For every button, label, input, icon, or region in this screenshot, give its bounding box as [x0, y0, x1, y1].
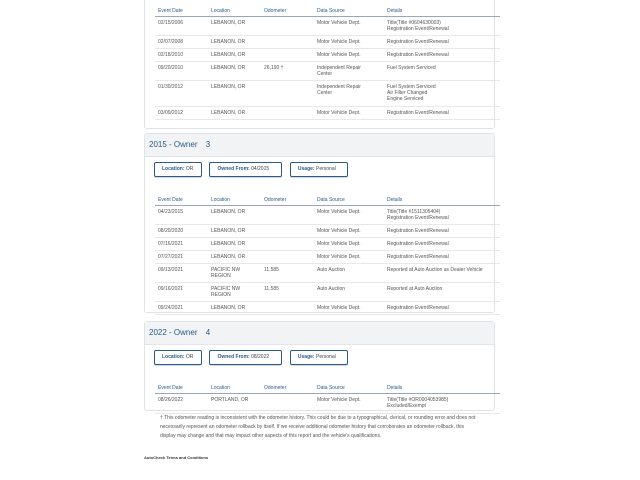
table-body: [155, 394, 500, 414]
table-row: [155, 238, 500, 251]
details-cell-line: Registration Event/Renewal: [387, 52, 449, 58]
odometer-cell: [261, 225, 314, 238]
event-date-cell: 04/23/2015: [155, 206, 208, 225]
data-source-cell-line: Center: [317, 71, 333, 77]
event-date-cell: 02/07/2008: [155, 36, 208, 49]
odometer-cell: [261, 251, 314, 264]
details-cell: [384, 251, 500, 264]
event-table: [155, 194, 500, 315]
data-source-cell: Motor Vehicle Dept.: [314, 238, 384, 251]
event-date-cell: 08/26/2022: [155, 394, 208, 414]
table-row: [155, 107, 500, 120]
event-date-cell: 09/24/2021: [155, 302, 208, 315]
location-cell: LEBANON, OR: [208, 17, 261, 36]
table-header-row: [155, 194, 500, 206]
table-header-row: [155, 5, 500, 17]
data-source-cell: Motor Vehicle Dept.: [314, 206, 384, 225]
owned-from-chip-label: Owned From:: [217, 354, 250, 360]
usage-chip-label: Usage:: [297, 354, 315, 360]
col-data-source: Data Source: [314, 194, 384, 206]
location-cell: LEBANON, OR: [208, 81, 261, 107]
details-cell-line: Registration Event/Renewal: [387, 241, 449, 247]
owner-label: - Owner: [169, 140, 198, 149]
data-source-cell: [314, 62, 384, 81]
col-event-date: Event Date: [155, 5, 208, 17]
col-details: Details: [384, 382, 500, 394]
odometer-cell: [261, 36, 314, 49]
odometer-cell: [261, 17, 314, 36]
odometer-cell: [261, 238, 314, 251]
details-cell-line: Registration Event/Renewal: [387, 215, 449, 221]
location-cell: LEBANON, OR: [208, 36, 261, 49]
details-cell: [384, 49, 500, 62]
owner-year: 2015: [149, 140, 167, 149]
details-cell-line: Registration Event/Renewal: [387, 26, 449, 32]
odometer-cell: 11,585: [261, 264, 314, 283]
details-cell: [384, 302, 500, 315]
details-cell-line: Title(Title #1511305404): [387, 209, 441, 215]
usage-chip: [290, 350, 348, 365]
col-event-date: Event Date: [155, 194, 208, 206]
location-cell: LEBANON, OR: [208, 225, 261, 238]
table-header-row: [155, 382, 500, 394]
table-row: [155, 17, 500, 36]
table-row: [155, 394, 500, 414]
data-source-cell: Motor Vehicle Dept.: [314, 17, 384, 36]
odometer-cell: [261, 107, 314, 120]
data-source-cell: Motor Vehicle Dept.: [314, 251, 384, 264]
odometer-cell: [261, 49, 314, 62]
col-event-date: Event Date: [155, 382, 208, 394]
table-body: [155, 206, 500, 315]
location-cell: LEBANON, OR: [208, 251, 261, 264]
owner-header: [145, 134, 494, 157]
owner-card-4: [144, 321, 495, 411]
location-cell: [208, 264, 261, 283]
table-body: [155, 17, 500, 120]
location-chip: [154, 350, 202, 365]
details-cell: [384, 264, 500, 283]
odometer-cell: 11,585: [261, 283, 314, 302]
data-source-cell: Motor Vehicle Dept.: [314, 225, 384, 238]
details-cell: [384, 283, 500, 302]
location-cell: LEBANON, OR: [208, 238, 261, 251]
location-cell: LEBANON, OR: [208, 206, 261, 225]
details-cell-line: Engine Serviced: [387, 96, 424, 102]
event-date-cell: 03/09/2012: [155, 107, 208, 120]
location-cell: LEBANON, OR: [208, 302, 261, 315]
location-cell-line: REGION: [211, 292, 231, 298]
details-cell-line: Registration Event/Renewal: [387, 228, 449, 234]
location-cell: [208, 283, 261, 302]
col-data-source: Data Source: [314, 5, 384, 17]
odometer-cell: [261, 394, 314, 414]
table-row: [155, 36, 500, 49]
odometer-cell: [261, 206, 314, 225]
owner-card-3: [144, 133, 495, 313]
details-cell: [384, 17, 500, 36]
location-chip-label: Location:: [162, 166, 185, 172]
data-source-cell: Motor Vehicle Dept.: [314, 36, 384, 49]
location-cell-line: PACIFIC NW: [211, 267, 241, 273]
owned-from-chip: [209, 350, 282, 365]
data-source-cell: Motor Vehicle Dept.: [314, 394, 384, 414]
col-location: Location: [208, 194, 261, 206]
event-date-cell: 02/18/2010: [155, 49, 208, 62]
event-date-cell: 07/27/2021: [155, 251, 208, 264]
details-cell: [384, 394, 500, 414]
location-chip-label: Location:: [162, 354, 185, 360]
owner-info-chips: [145, 157, 494, 187]
event-date-cell: 01/30/2012: [155, 81, 208, 107]
details-cell-line: Registration Event/Renewal: [387, 305, 449, 311]
details-cell: [384, 225, 500, 238]
table-row: [155, 283, 500, 302]
col-details: Details: [384, 5, 500, 17]
location-cell-line: REGION: [211, 273, 231, 279]
details-cell: [384, 107, 500, 120]
data-source-cell: Motor Vehicle Dept.: [314, 107, 384, 120]
event-date-cell: 09/16/2021: [155, 283, 208, 302]
details-cell: [384, 62, 500, 81]
col-odometer: Odometer: [261, 382, 314, 394]
data-source-cell: Auto Auction: [314, 264, 384, 283]
odometer-cell: [261, 81, 314, 107]
usage-chip-label: Usage:: [297, 166, 315, 172]
details-cell: [384, 206, 500, 225]
data-source-cell: [314, 81, 384, 107]
details-cell-line: Registration Event/Renewal: [387, 254, 449, 260]
details-cell-line: Excluded/Exempt: [387, 403, 426, 409]
location-chip-value: OR: [185, 354, 194, 360]
details-cell: [384, 238, 500, 251]
details-cell-line: Reported at Auto Auction: [387, 286, 443, 292]
data-source-cell: Motor Vehicle Dept.: [314, 49, 384, 62]
event-table: [155, 5, 500, 120]
details-cell-line: Reported at Auto Auction as Dealer Vehicle: [387, 267, 483, 273]
details-cell: [384, 36, 500, 49]
location-cell: LEBANON, OR: [208, 107, 261, 120]
location-cell: LEBANON, OR: [208, 62, 261, 81]
event-table: [155, 382, 500, 414]
details-cell-line: Title(Title #OR0004053985): [387, 397, 449, 403]
data-source-cell-line: Independent Repair: [317, 84, 361, 90]
location-chip-value: OR: [185, 166, 194, 172]
table-row: [155, 81, 500, 107]
location-cell: LEBANON, OR: [208, 49, 261, 62]
owned-from-chip-label: Owned From:: [217, 166, 250, 172]
owner-header: [145, 322, 494, 345]
owner-info-chips: [145, 345, 494, 375]
location-chip: [154, 162, 202, 177]
odometer-cell: [261, 302, 314, 315]
details-cell-line: Air Filter Changed: [387, 90, 428, 96]
terms-and-conditions-link[interactable]: AutoCheck Terms and Conditions: [144, 455, 209, 460]
data-source-cell: Auto Auction: [314, 283, 384, 302]
details-cell-line: Fuel System Serviced: [387, 84, 436, 90]
col-location: Location: [208, 382, 261, 394]
event-date-cell: 02/15/2006: [155, 17, 208, 36]
table-row: [155, 264, 500, 283]
owned-from-chip-value: 08/2022: [251, 354, 270, 360]
event-date-cell: 07/16/2021: [155, 238, 208, 251]
details-cell-line: Title(Title #0604630003): [387, 20, 441, 26]
odometer-footnote: † This odometer reading is inconsistent with the odometer history. This could be due to a typographical, clerical, or rounding error and does not necessarily represent an odometer rollback by itself. If we receive additional odometer history that corroborates an odometer rollback, this display may change and that may impact other aspects of this report and the vehicle's qualifications.: [160, 415, 476, 439]
col-location: Location: [208, 5, 261, 17]
col-odometer: Odometer: [261, 194, 314, 206]
table-row: [155, 302, 500, 315]
details-cell-line: Registration Event/Renewal: [387, 39, 449, 45]
location-cell-line: PACIFIC NW: [211, 286, 241, 292]
data-source-cell-line: Independent Repair: [317, 65, 361, 71]
details-cell-line: Fuel System Serviced: [387, 65, 436, 71]
event-date-cell: 09/20/2010: [155, 62, 208, 81]
odometer-cell: 26,190 †: [261, 62, 314, 81]
owner-history-card-previous: [144, 0, 495, 129]
table-row: [155, 62, 500, 81]
owner-number: 3: [205, 140, 211, 149]
table-row: [155, 225, 500, 238]
location-cell: PORTLAND, OR: [208, 394, 261, 414]
col-details: Details: [384, 194, 500, 206]
event-date-cell: 09/13/2021: [155, 264, 208, 283]
owned-from-chip: [209, 162, 282, 177]
usage-chip-value: Personal: [315, 166, 336, 172]
table-row: [155, 206, 500, 225]
data-source-cell: Motor Vehicle Dept.: [314, 302, 384, 315]
event-date-cell: 08/20/2020: [155, 225, 208, 238]
table-row: [155, 49, 500, 62]
data-source-cell-line: Center: [317, 90, 333, 96]
col-data-source: Data Source: [314, 382, 384, 394]
usage-chip: [290, 162, 348, 177]
owner-label: - Owner: [169, 328, 198, 337]
table-row: [155, 251, 500, 264]
details-cell-line: Registration Event/Renewal: [387, 110, 449, 116]
owned-from-chip-value: 04/2015: [251, 166, 270, 172]
details-cell: [384, 81, 500, 107]
col-odometer: Odometer: [261, 5, 314, 17]
owner-number: 4: [205, 328, 211, 337]
owner-year: 2022: [149, 328, 167, 337]
usage-chip-value: Personal: [315, 354, 336, 360]
